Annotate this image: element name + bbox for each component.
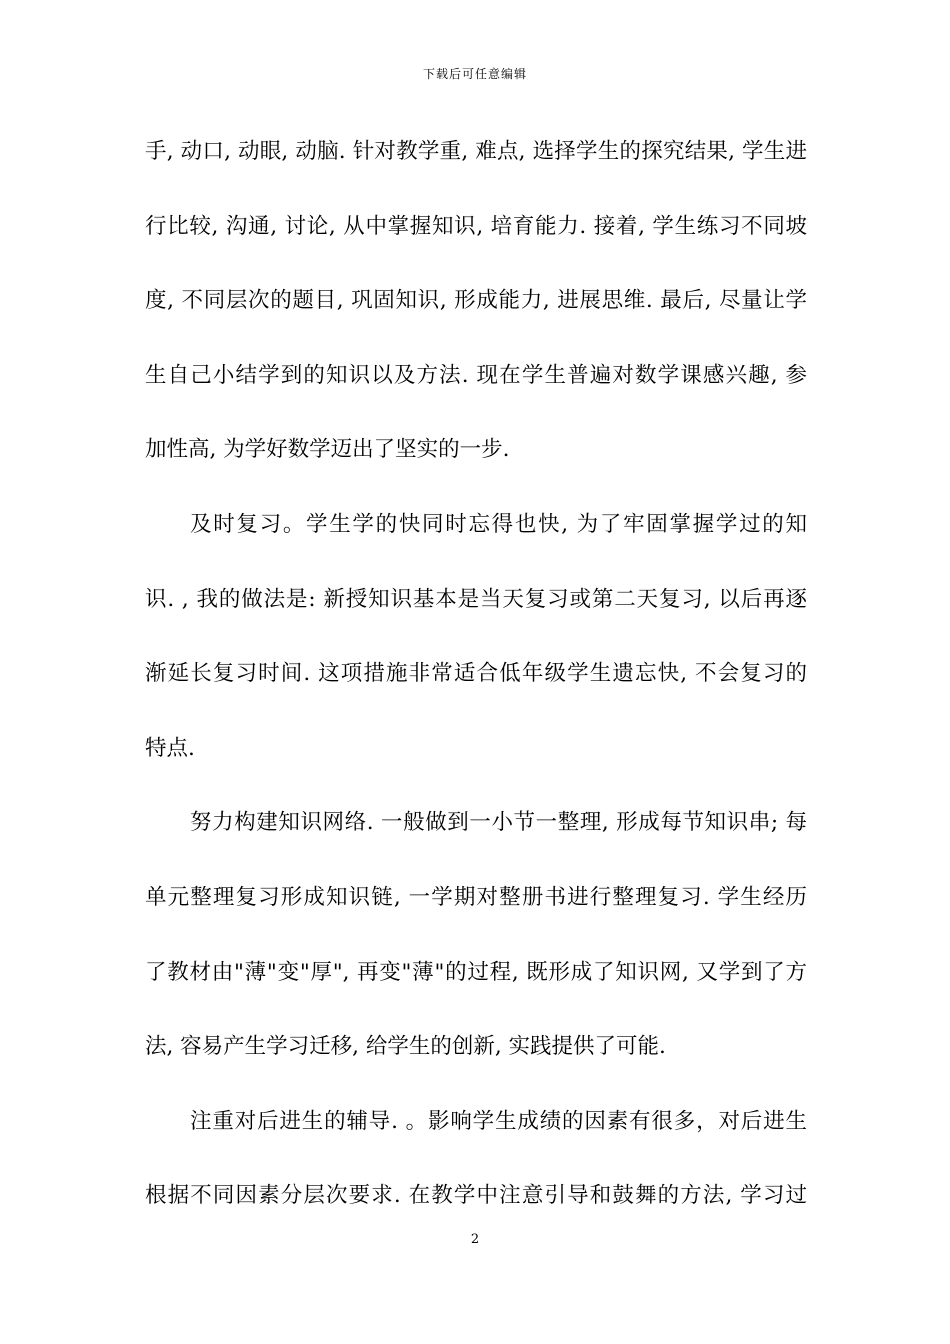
paragraph-line: 了教材由"薄"变"厚", 再变"薄"的过程, 既形成了知识网, 又学到了方 [145, 959, 807, 985]
paragraph-line: 生自己小结学到的知识以及方法. 现在学生普遍对数学课感兴趣, 参 [145, 362, 807, 388]
paragraph-line: 行比较, 沟通, 讨论, 从中掌握知识, 培育能力. 接着, 学生练习不同坡 [145, 213, 807, 239]
page-number: 2 [470, 1232, 480, 1247]
paragraph-line: 法, 容易产生学习迁移, 给学生的创新, 实践提供了可能. [145, 1034, 666, 1060]
paragraph-line: 加性高, 为学好数学迈出了坚实的一步. [145, 437, 510, 463]
document-body [145, 130, 807, 1249]
paragraph-line: 及时复习。学生学的快同时忘得也快, 为了牢固掌握学过的知 [190, 511, 807, 537]
paragraph-line: 手, 动口, 动眼, 动脑. 针对教学重, 难点, 选择学生的探究结果, 学生进 [145, 139, 807, 164]
paragraph-line: 根据不同因素分层次要求. 在教学中注意引导和鼓舞的方法, 学习过 [145, 1183, 807, 1209]
paragraph-line: 注重对后进生的辅导. 。影响学生成绩的因素有很多，对后进生 [190, 1108, 807, 1134]
paragraph-line: 度, 不同层次的题目, 巩固知识, 形成能力, 进展思维. 最后, 尽量让学 [145, 288, 807, 314]
paragraph-line: 识. , 我的做法是: 新授知识基本是当天复习或第二天复习, 以后再逐 [145, 586, 807, 612]
paragraph-line: 努力构建知识网络. 一般做到一小节一整理, 形成每节知识串; 每 [190, 810, 807, 836]
page-header: 下载后可任意编辑 [422, 67, 527, 81]
paragraph-line: 特点. [145, 735, 195, 761]
paragraph-line: 渐延长复习时间. 这项措施非常适合低年级学生遗忘快, 不会复习的 [145, 661, 807, 687]
paragraph-line: 单元整理复习形成知识链, 一学期对整册书进行整理复习. 学生经历 [145, 884, 807, 910]
